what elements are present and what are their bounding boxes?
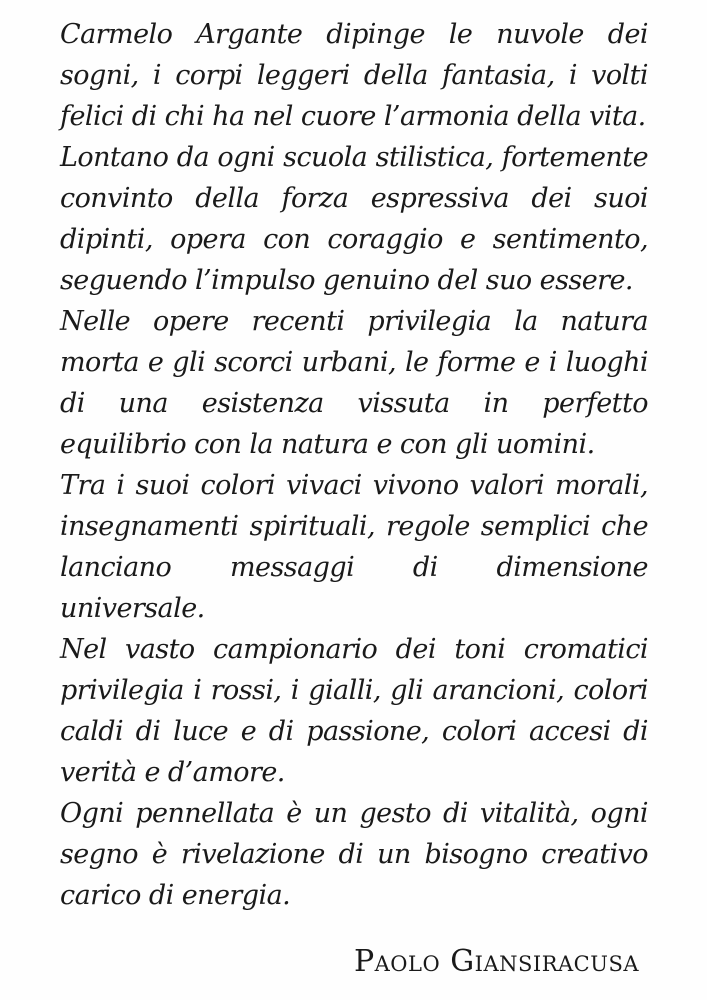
paragraph-6: Ogni pennellata è un gesto di vitalità, ogni segno è rivelazione di un bisogno creativo carico di energia.	[60, 798, 648, 911]
paragraph-2: Lontano da ogni scuola stilistica, fortemente convinto della forza espressiva dei suoi dipinti, opera con coraggio e sentimento, seguendo l’impulso genuino del suo essere.	[60, 142, 648, 296]
paragraph-5: Nel vasto campionario dei toni cromatici privilegia i rossi, i gialli, gli arancioni, colori caldi di luce e di passione, colori accesi di verità e d’amore.	[60, 634, 648, 788]
author-signature: Paolo Giansiracusa	[353, 944, 639, 979]
paragraph-1: Carmelo Argante dipinge le nuvole dei sogni, i corpi leggeri della fantasia, i volti felici di chi ha nel cuore l’armonia della vita.	[60, 19, 648, 132]
body-text	[60, 14, 648, 916]
paragraph-3: Nelle opere recenti privilegia la natura morta e gli scorci urbani, le forme e i luoghi di una esistenza vissuta in perfetto equilibrio con la natura e con gli uomini.	[60, 306, 648, 460]
paragraph-4: Tra i suoi colori vivaci vivono valori morali, insegnamenti spirituali, regole semplici che lanciano messaggi di dimensione universale.	[60, 470, 648, 624]
